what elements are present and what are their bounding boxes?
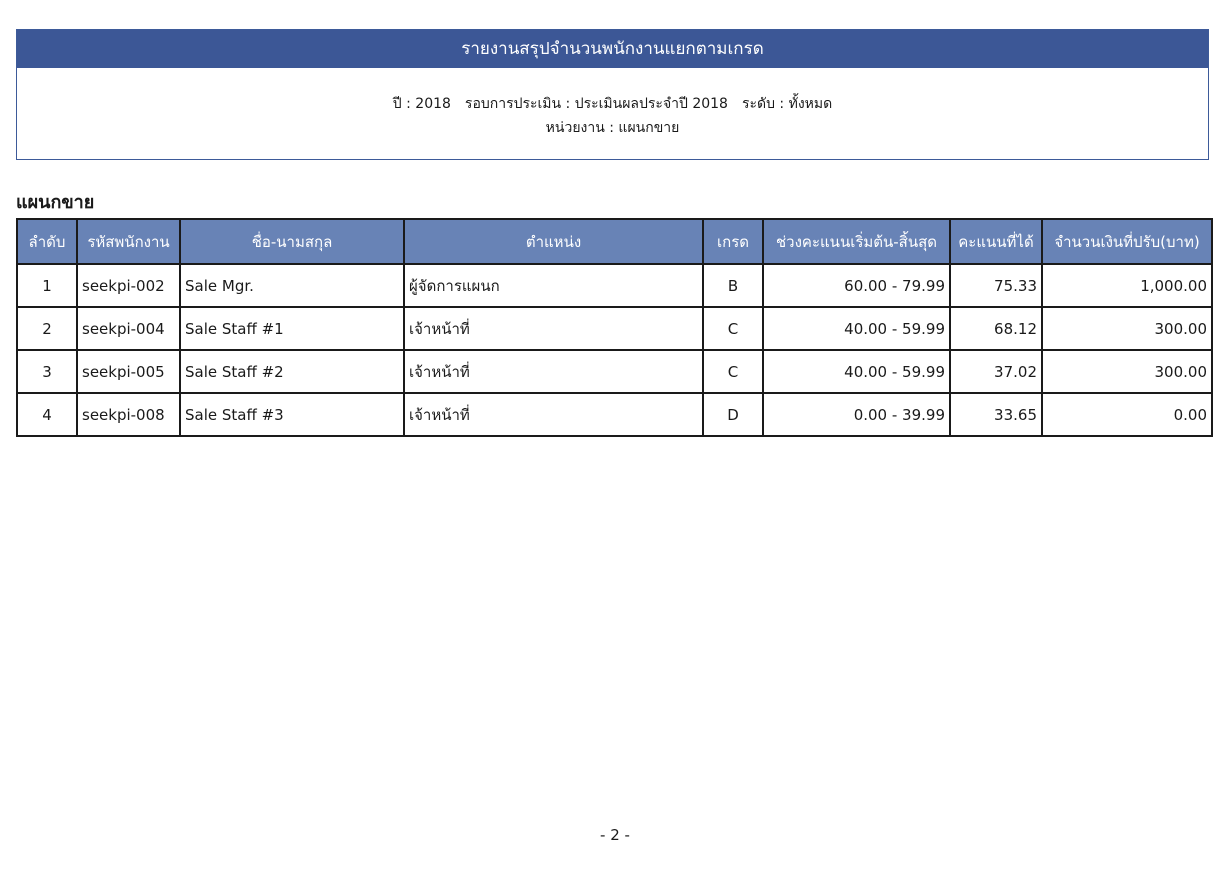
cell-score: 37.02 [950, 350, 1042, 393]
cell-no: 4 [17, 393, 77, 436]
cell-no: 3 [17, 350, 77, 393]
grade-summary-table [16, 218, 1213, 437]
column-header-position: ตำแหน่ง [404, 219, 703, 264]
cell-amount: 0.00 [1042, 393, 1212, 436]
column-header-score-range: ช่วงคะแนนเริ่มต้น-สิ้นสุด [763, 219, 950, 264]
table-header-row [17, 219, 1212, 264]
cell-grade: C [703, 307, 763, 350]
cell-position: เจ้าหน้าที่ [404, 350, 703, 393]
criteria-line-1 [17, 92, 1208, 116]
cell-no: 1 [17, 264, 77, 307]
cell-position: ผู้จัดการแผนก [404, 264, 703, 307]
year-text: ปี : 2018 [392, 96, 451, 112]
cell-name: Sale Staff #1 [180, 307, 404, 350]
column-header-no: ลำดับ [17, 219, 77, 264]
report-criteria [17, 68, 1208, 140]
cell-emp-code: seekpi-004 [77, 307, 180, 350]
cell-name: Sale Staff #2 [180, 350, 404, 393]
unit-text: หน่วยงาน : แผนกขาย [545, 120, 680, 136]
table-row [17, 393, 1212, 436]
table-row [17, 264, 1212, 307]
level-text: ระดับ : ทั้งหมด [741, 96, 833, 112]
cell-emp-code: seekpi-008 [77, 393, 180, 436]
round-text: รอบการประเมิน : ประเมินผลประจำปี 2018 [464, 96, 728, 112]
cell-emp-code: seekpi-002 [77, 264, 180, 307]
table-row [17, 307, 1212, 350]
column-header-name: ชื่อ-นามสกุล [180, 219, 404, 264]
cell-position: เจ้าหน้าที่ [404, 307, 703, 350]
cell-amount: 300.00 [1042, 307, 1212, 350]
cell-grade: C [703, 350, 763, 393]
cell-grade: D [703, 393, 763, 436]
column-header-grade: เกรด [703, 219, 763, 264]
cell-score-range: 40.00 - 59.99 [763, 350, 950, 393]
cell-emp-code: seekpi-005 [77, 350, 180, 393]
cell-name: Sale Staff #3 [180, 393, 404, 436]
cell-amount: 300.00 [1042, 350, 1212, 393]
cell-score: 68.12 [950, 307, 1042, 350]
column-header-amount: จำนวนเงินที่ปรับ(บาท) [1042, 219, 1212, 264]
cell-no: 2 [17, 307, 77, 350]
cell-score-range: 60.00 - 79.99 [763, 264, 950, 307]
cell-score-range: 40.00 - 59.99 [763, 307, 950, 350]
section-title: แผนกขาย [16, 192, 95, 213]
report-title: รายงานสรุปจำนวนพนักงานแยกตามเกรด [17, 30, 1208, 68]
report-header [16, 29, 1209, 160]
cell-grade: B [703, 264, 763, 307]
page-number: - 2 - [600, 826, 630, 844]
cell-score: 33.65 [950, 393, 1042, 436]
column-header-emp-code: รหัสพนักงาน [77, 219, 180, 264]
cell-score-range: 0.00 - 39.99 [763, 393, 950, 436]
cell-position: เจ้าหน้าที่ [404, 393, 703, 436]
cell-amount: 1,000.00 [1042, 264, 1212, 307]
table-row [17, 350, 1212, 393]
cell-name: Sale Mgr. [180, 264, 404, 307]
cell-score: 75.33 [950, 264, 1042, 307]
column-header-score: คะแนนที่ได้ [950, 219, 1042, 264]
